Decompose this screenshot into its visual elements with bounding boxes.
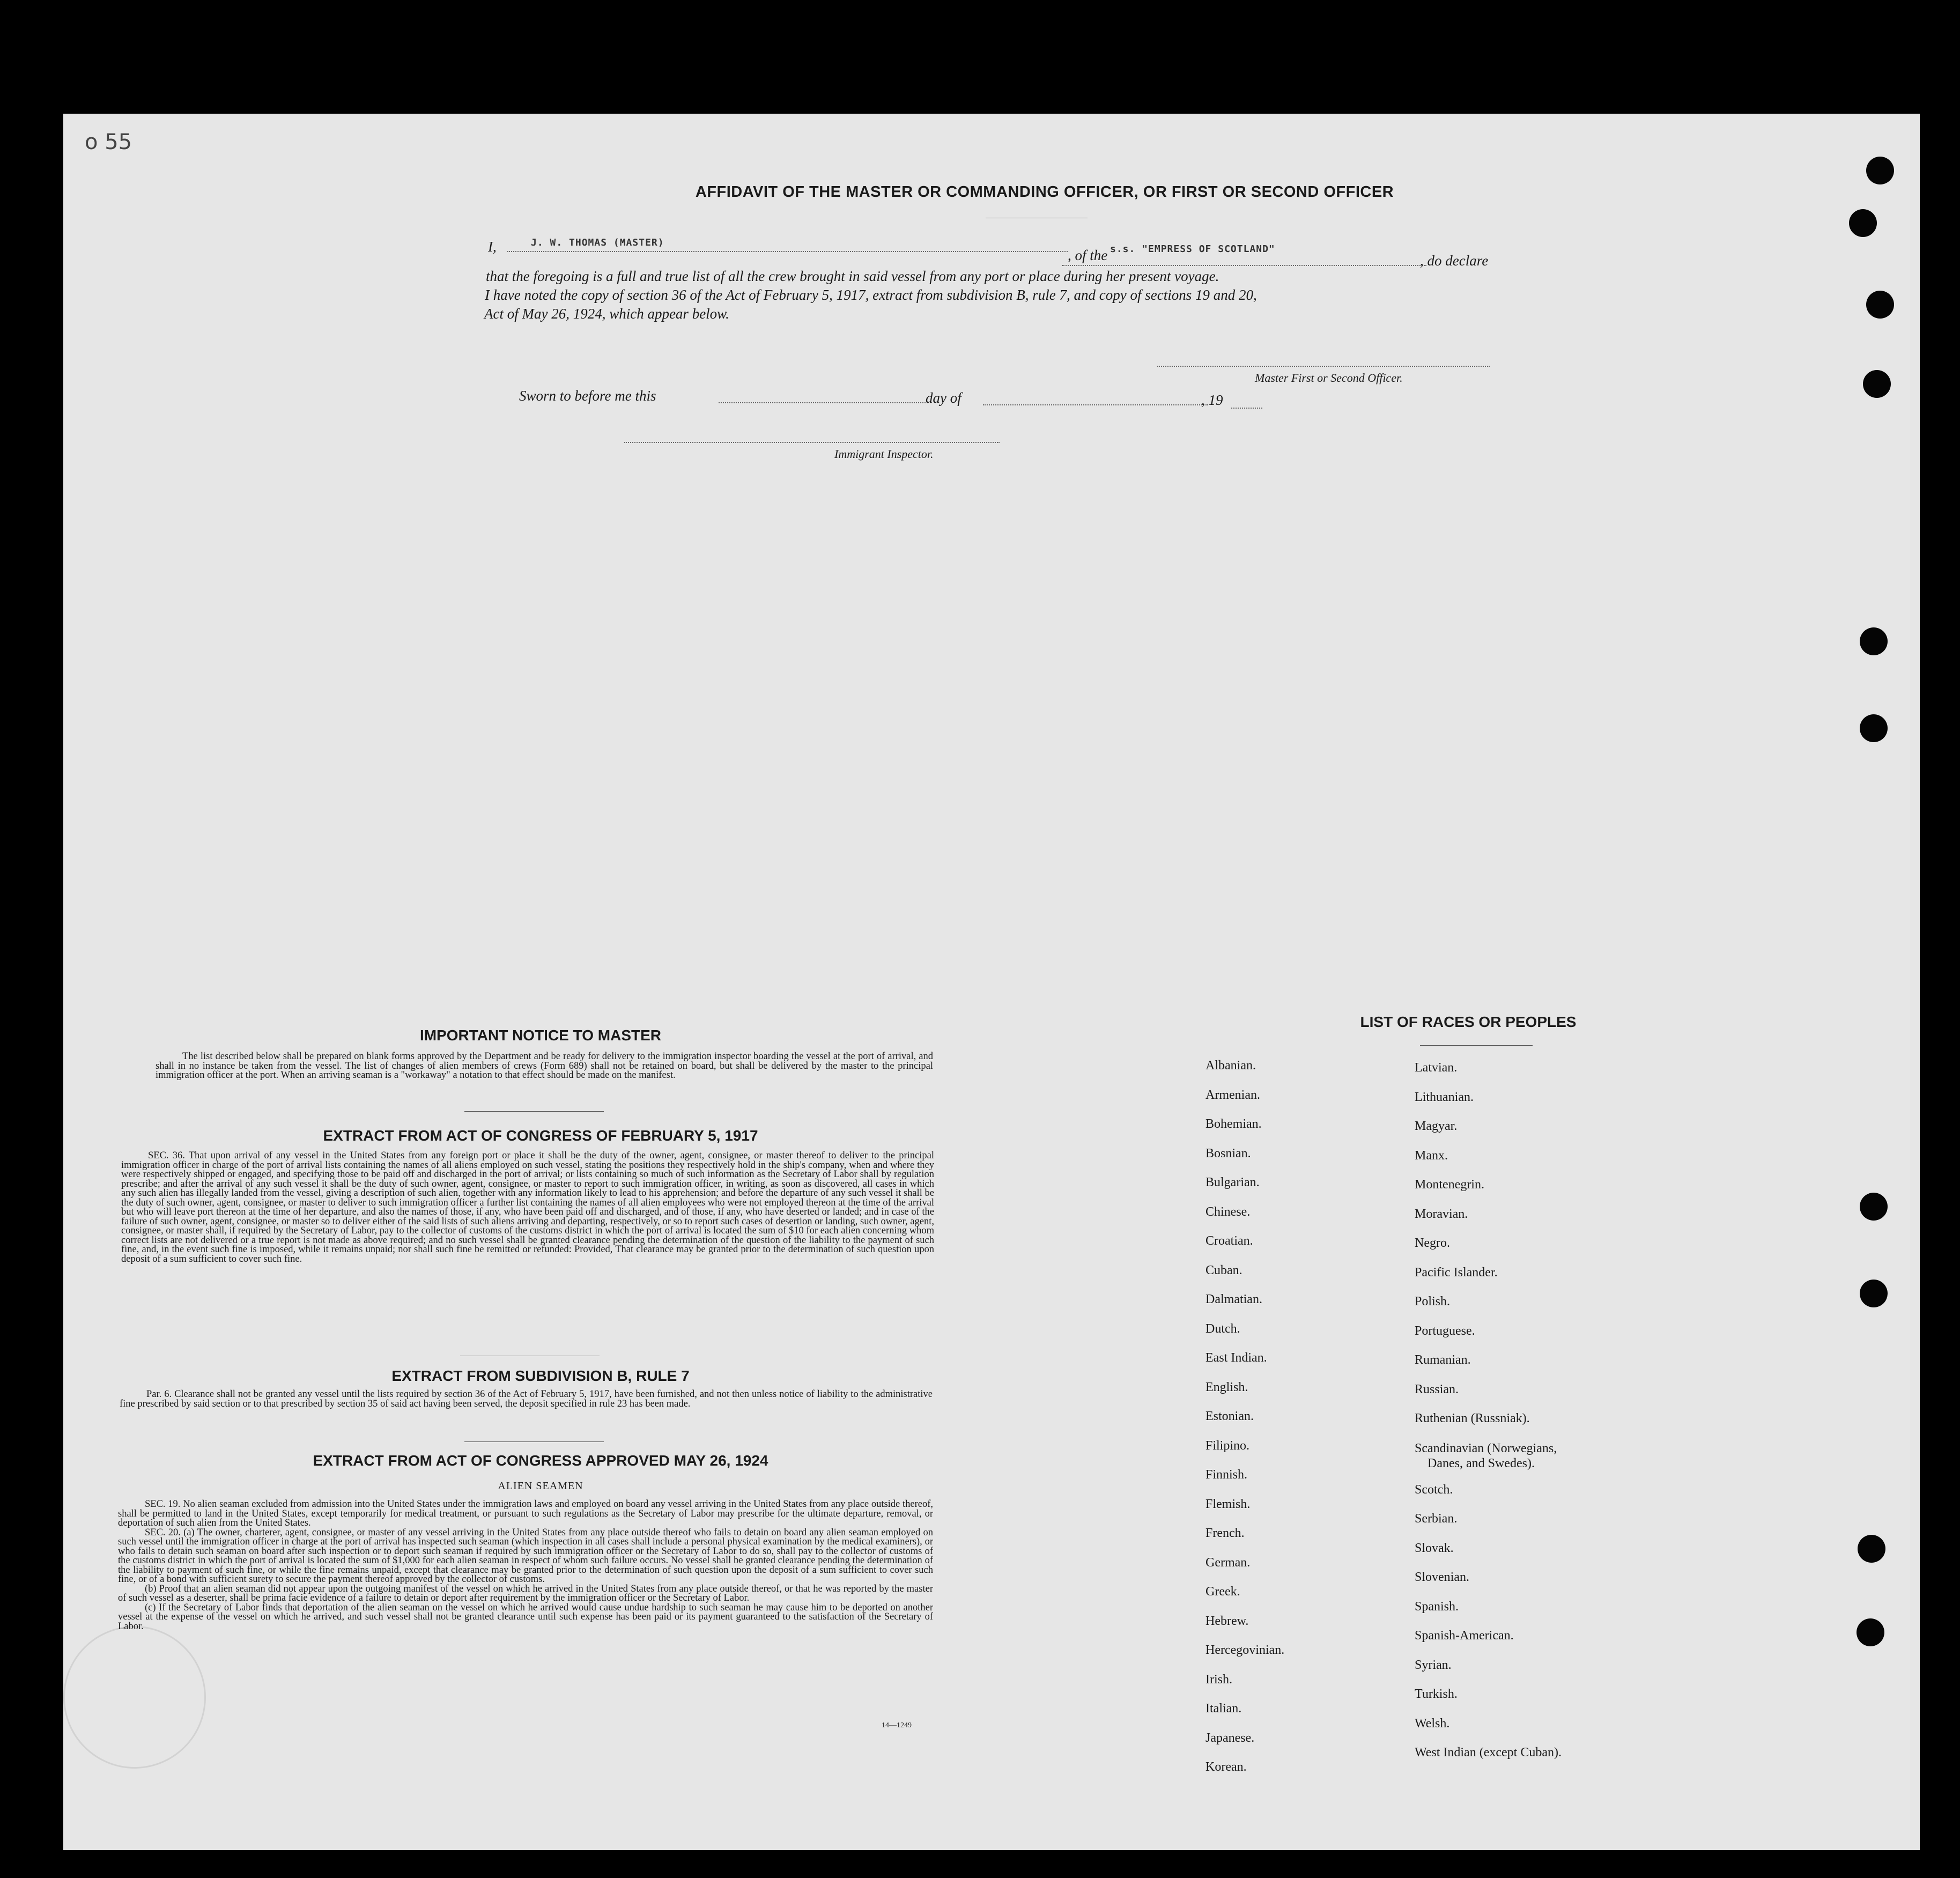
extract-1917-title: EXTRACT FROM ACT OF CONGRESS OF FEBRUARY 5, 1917 [323,1127,758,1144]
corner-mark: o 55 [85,130,132,154]
punch-hole [1860,1280,1888,1307]
sworn-day-line [719,402,928,403]
race-item: Slovenian. [1415,1570,1469,1584]
race-item: Spanish-American. [1415,1629,1514,1643]
notice-title: IMPORTANT NOTICE TO MASTER [419,1027,662,1044]
race-item: Croatian. [1205,1234,1253,1248]
races-right-column [1415,1061,1562,1775]
race-item: Moravian. [1415,1207,1468,1221]
day-of-text: day of [926,390,961,406]
race-item: Italian. [1205,1702,1242,1716]
race-item: Bohemian. [1205,1117,1262,1131]
race-item: Finnish. [1205,1468,1248,1482]
extract-1917-text: SEC. 36. That upon arrival of any vessel in the United States from any foreign port or place it shall be the duty of the owner, agent, consignee, or master thereof to deliver to the principal immigration officer in charge of the port of arrival lists containing the names of all aliens employed on such vessel, stating the positions they respectively hold in the ship's company, when and where they were respectively shipped or engaged, and specifying those to be paid off and discharged in the port of arrival; or lists containing so much of such information as the Secretary of Labor shall by regulation prescribe; and after the arrival of any such vessel it shall be the duty of such owner, agent, consignee, or master to report to such immigration officer, in writing, as soon as discovered, all cases in which any such alien has illegally landed from the vessel, giving a description of such alien, together with any information likely to lead to his apprehension; and before the departure of any such vessel it shall be the duty of such owner, agent, consignee, or master to deliver to such immigration officer a further list containing the names of all alien employees who were not employed thereon at the time of the arrival but who will leave port thereon at the time of her departure, and also the names of those, if any, who have been paid off and discharged, and of those, if any, who have deserted or landed; and in case of the failure of such owner, agent, consignee, or master so to deliver either of the said lists of such aliens arriving and departing, respectively, or so to report such cases of desertion or landing, such owner, agent, consignee, or master shall, if required by the Secretary of Labor, pay to the collector of customs of the customs district in which the port of arrival is located the sum of $10 for each alien concerning whom correct lists are not delivered or a true report is not made as above required; and no such vessel shall be granted clearance pending the determination of the question of the liability to the payment of such fine, and, in the event such fine is imposed, while it remains unpaid; nor shall such fine be remitted or refunded: Provided, That clearance may be granted prior to the determination of such question upon deposit of a sum sufficient to cover such fine. [121,1150,934,1265]
punch-hole [1860,1193,1888,1221]
master-signature-label: Master First or Second Officer. [1255,371,1403,385]
race-item: Dutch. [1205,1321,1240,1336]
alien-seamen-subtitle: ALIEN SEAMEN [498,1480,583,1492]
race-item: Serbian. [1415,1512,1458,1526]
punch-hole [1849,209,1877,237]
affidavit-line-4: Act of May 26, 1924, which appear below. [484,306,729,322]
race-item: Korean. [1205,1760,1247,1774]
race-item: Manx. [1415,1148,1448,1163]
affidavit-line-2: that the foregoing is a full and true list of all the crew brought in said vessel from any port or place during her present voyage. [486,268,1219,284]
punch-hole [1866,157,1894,184]
vessel-name-typed: s.s. "EMPRESS OF SCOTLAND" [1110,243,1275,255]
section-20c: (c) If the Secretary of Labor finds that deportation of the alien seaman on the vessel on which he arrived would cause undue hardship to such seaman he may cause him to be deported on another vessel at the expense of the vessel on which he arrived, and such vessel shall not be granted clearance until such expense has been paid or its payment guaranteed to the satisfaction of the Secretary of Labor. [118,1602,933,1632]
race-item: Ruthenian (Russniak). [1415,1411,1530,1425]
punch-hole [1860,714,1888,742]
affidavit-i: I, [488,239,497,255]
race-item: Spanish. [1415,1599,1459,1614]
race-item: Hebrew. [1205,1614,1249,1628]
race-item: Polish. [1415,1295,1451,1308]
race-item: Bulgarian. [1205,1175,1260,1189]
races-title-rule [1420,1045,1533,1046]
race-item: Lithuanian. [1415,1090,1474,1104]
inspector-signature-line [624,442,1000,443]
race-item: Slovak. [1415,1541,1454,1555]
race-item: Welsh. [1415,1716,1450,1731]
section-20a: SEC. 20. (a) The owner, charterer, agent, consignee, or master of any vessel arriving in the United States from any place outside thereof who fails to detain on board any alien seaman employed on such vessel until the immigration officer in charge at the port of arrival has inspected such seaman (which inspection in all cases shall include a personal physical examination by the medical examiners), or who fails to detain such seaman on board after such inspection or to deport such seaman if required by such immigration officer or the Secretary of Labor to do so, shall pay to the collector of customs of the customs district in which the port of arrival is located the sum of $1,000 for each alien seaman in respect of whom such failure occurs. No vessel shall be granted clearance pending the determination of the liability to payment of such fine, or while the fine remains unpaid, except that clearance may be granted prior to the determination of such question upon the deposit of a sum sufficient to cover such fine, or of a bond with sufficient surety to secure the payment thereof approved by the collector of customs. [118,1527,933,1585]
master-name-typed: J. W. THOMAS (MASTER) [531,237,664,248]
race-item: Hercegovinian. [1205,1643,1285,1657]
section-rule [464,1441,604,1442]
race-item: Chinese. [1205,1204,1251,1219]
year-prefix-text: , 19 [1201,392,1223,408]
section-20b: (b) Proof that an alien seaman did not appear upon the outgoing manifest of the vessel on which he arrived in the United States from any place outside thereof, or that he was reported by the master of such vessel as a deserter, shall be prima facie evidence of a failure to detain or deport after requirement by the immigration officer or the Secretary of Labor. [118,1583,933,1603]
punch-hole [1860,627,1888,655]
race-item: Scotch. [1415,1482,1453,1497]
section-19: SEC. 19. No alien seaman excluded from admission into the United States under the immigration laws and employed on board any vessel arriving in the United States from any place outside thereof, shall be permitted to land in the United States, except temporarily for medical treatment, or pursuant to such regulations as the Secretary of Labor may prescribe for the ultimate departure, removal, or deportation of such alien from the United States. [118,1499,933,1528]
race-item: Rumanian. [1415,1353,1471,1367]
races-title: LIST OF RACES OR PEOPLES [1360,1014,1577,1030]
punch-hole [1866,291,1894,319]
race-item: Irish. [1205,1672,1232,1687]
race-item: Pacific Islander. [1415,1265,1498,1280]
notice-text: The list described below shall be prepared on blank forms approved by the Department and be ready for delivery to the immigration inspector boarding the vessel at the port of arrival, and shall in no instance be taken from the vessel. The list of changes of alien members of crews (Form 689) shall not be retained on board, but shall be delivered by the master to the principal immigration officer at the port. When an arriving seaman is a "workaway" a notation to that effect should be made on the manifest. [156,1051,933,1081]
race-item: East Indian. [1205,1351,1267,1365]
punch-hole [1858,1535,1885,1563]
race-item: West Indian (except Cuban). [1415,1746,1562,1759]
rule7-title: EXTRACT FROM SUBDIVISION B, RULE 7 [391,1367,690,1384]
of-the-text: , of the [1068,247,1108,263]
master-signature-line [1157,366,1490,367]
races-left-column [1205,1059,1284,1790]
affidavit-line-3: I have noted the copy of section 36 of the Act of February 5, 1917, extract from subdivision B, rule 7, and copy of sections 19 and 20, [485,287,1257,303]
affidavit-title: AFFIDAVIT OF THE MASTER OR COMMANDING OFFICER, OR FIRST OR SECOND OFFICER [695,183,1394,201]
race-item: Albanian. [1205,1059,1256,1073]
race-item: Japanese. [1205,1731,1255,1745]
do-declare-text: , do declare [1420,253,1489,269]
race-item: German. [1205,1555,1251,1570]
race-item: Flemish. [1205,1497,1251,1511]
punch-hole [1857,1618,1884,1646]
race-item: Syrian. [1415,1658,1452,1672]
race-item: English. [1205,1380,1248,1394]
race-item: Negro. [1415,1236,1450,1250]
extract-1924-title: EXTRACT FROM ACT OF CONGRESS APPROVED MAY 26, 1924 [313,1452,768,1469]
year-line [1231,408,1262,409]
faint-seal-stamp [63,1626,206,1769]
race-item: Estonian. [1205,1409,1254,1423]
race-item: French. [1205,1526,1245,1540]
race-item: Portuguese. [1415,1324,1475,1338]
race-item [1415,1441,1562,1483]
inspector-label: Immigrant Inspector. [834,447,934,461]
form-number: 14—1249 [882,1721,912,1729]
race-item-line: Danes, and Swedes). [1428,1456,1535,1470]
extract-1924-text [118,1500,933,1631]
section-rule [464,1111,604,1112]
race-item: Turkish. [1415,1687,1458,1701]
race-item: Magyar. [1415,1119,1458,1133]
document-page [63,114,1920,1850]
race-item-line: Scandinavian (Norwegians, [1415,1441,1557,1455]
race-item: Bosnian. [1205,1146,1251,1160]
race-item: Dalmatian. [1205,1292,1262,1306]
race-item: Russian. [1415,1382,1459,1396]
sworn-text: Sworn to before me this [519,388,656,404]
vessel-name-line [1062,265,1426,266]
race-item: Cuban. [1205,1263,1242,1277]
sworn-month-line [983,404,1208,405]
punch-hole [1863,370,1891,398]
race-item: Greek. [1205,1585,1240,1599]
race-item: Filipino. [1205,1438,1250,1453]
race-item: Armenian. [1205,1088,1260,1102]
race-item: Montenegrin. [1415,1178,1484,1192]
race-item: Latvian. [1415,1061,1458,1075]
master-name-line [507,251,1068,252]
rule7-text: Par. 6. Clearance shall not be granted any vessel until the lists required by section 36 of the Act of February 5, 1917, have been furnished, and not then unless notice of liability to the administrative fine prescribed by said section or to that prescribed by section 35 of said act having been served, the deposit specified in rule 23 has been made. [120,1389,933,1409]
